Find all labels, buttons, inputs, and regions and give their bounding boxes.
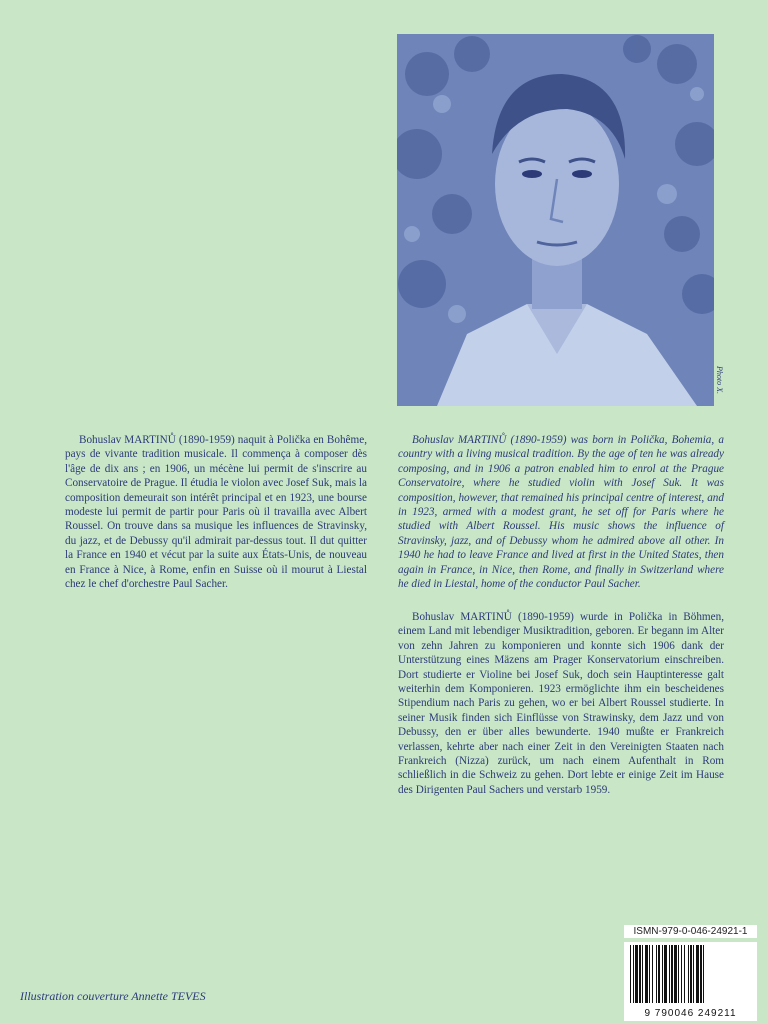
biography-german: Bohuslav MARTINŮ (1890-1959) wurde in Polička in Böhmen, einem Land mit lebendiger Musiktradition, geboren. Er begann im Alter von zehn Jahren zu komponieren und konnte sich 1906 dank der Unterstützung eines Mäzens am Prager Konservatorium einschreiben. Dort studierte er Violine bei Josef Suk, doch sein Hauptinteresse galt weiterhin dem Komponieren. 1923 ermöglichte ihm ein bescheidenes Stipendium nach Paris zu gehen, wo er bei Albert Roussel studierte. In seiner Musik finden sich Einflüsse von Strawinsky, dem Jazz und von Debussy, den er über alles bewunderte. 1940 mußte er Frankreich verlassen, kehrte aber nach einer Zeit in den Vereinigten Staaten nach Frankreich (Nizza) zurück, um nach einem Aufenthalt in Rom schließlich in die Schweiz zu gehen. Dort lebte er einige Zeit im Hause des Dirigenten Paul Sachers und verstarb 1959. [398, 611, 724, 796]
barcode-bar [669, 945, 670, 1003]
barcode-bar [645, 945, 648, 1003]
barcode-bar [690, 945, 692, 1003]
barcode [624, 942, 757, 1021]
barcode-bar [656, 945, 657, 1003]
barcode-bar [658, 945, 660, 1003]
barcode-bar [681, 945, 682, 1003]
ismn-number: ISMN-979-0-046-24921-1 [624, 925, 757, 938]
barcode-bar [671, 945, 673, 1003]
barcode-bar [700, 945, 702, 1003]
barcode-bar [652, 945, 653, 1003]
barcode-bar [630, 945, 631, 1003]
portrait-photo [397, 34, 714, 406]
photo-credit: Photo X. [715, 366, 724, 394]
barcode-bar [684, 945, 685, 1003]
barcode-bar [678, 945, 679, 1003]
cover-illustration-credit: Illustration couverture Annette TEVES [20, 989, 206, 1003]
barcode-bar [703, 945, 704, 1003]
barcode-bar [688, 945, 689, 1003]
barcode-bar [633, 945, 634, 1003]
barcode-bar [639, 945, 641, 1003]
barcode-bars [628, 945, 753, 1003]
barcode-bar [693, 945, 694, 1003]
barcode-bar [696, 945, 699, 1003]
barcode-bar [664, 945, 667, 1003]
barcode-bar [674, 945, 677, 1003]
barcode-bar [635, 945, 638, 1003]
barcode-bar [642, 945, 643, 1003]
barcode-digits: 9 790046 249211 [624, 1008, 757, 1019]
barcode-bar [649, 945, 650, 1003]
barcode-bar [662, 945, 663, 1003]
biography-french: Bohuslav MARTINŮ (1890-1959) naquit à Polička en Bohême, pays de vivante tradition musicale. Il commença à composer dès l'âge de dix ans ; en 1906, un mécène lui permit de s'inscrire au Conservatoire de Prague. Il étudia le violon avec Josef Suk, mais la composition demeurait son intérêt principal et en 1923, une bourse modeste lui permit de partir pour Paris où il travailla avec Albert Roussel. On trouve dans sa musique les influences de Stravinsky, du jazz, et de Debussy qu'il admirait par-dessus tout. Il dut quitter la France en 1940 et vécut par la suite aux États-Unis, de nouveau en France à Nice, à Rome, enfin en Suisse où il mourut à Liestal chez le chef d'orchestre Paul Sacher. [65, 434, 367, 591]
biography-english: Bohuslav MARTINŮ (1890-1959) was born in Polička, Bohemia, a country with a living musical tradition. By the age of ten he was already composing, and in 1906 a patron enabled him to enrol at the Prague Conservatoire, where he studied violin with Josef Suk. It was composition, however, that remained his principal centre of interest, and in 1923, armed with a modest grant, he set off for Paris where he studied with Albert Roussel. His music shows the influence of Stravinsky, jazz, and of Debussy whom he admired above all other. In 1940 he had to leave France and lived at first in the United States, then again in France, in Nice, then Rome, and finally in Switzerland where he died in Liestal, home of the conductor Paul Sacher. [398, 434, 724, 591]
